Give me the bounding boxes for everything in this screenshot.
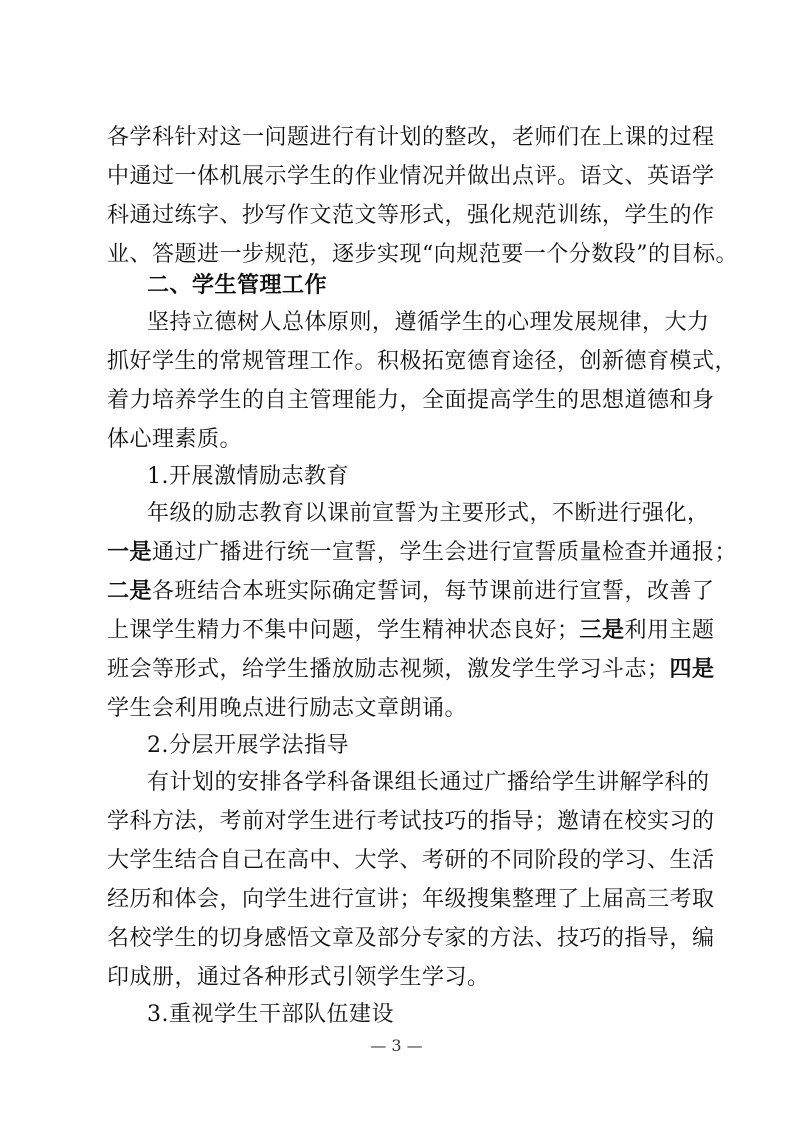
paragraph-line: 名校学生的切身感悟文章及部分专家的方法、技巧的指导，编: [107, 926, 715, 951]
paragraph-line: 坚持立德树人总体原则，遵循学生的心理发展规律，大力: [147, 310, 710, 335]
paragraph-line: 着力培养学生的自主管理能力，全面提高学生的思想道德和身: [107, 388, 715, 413]
paragraph-line: 体心理素质。: [107, 427, 243, 452]
paragraph-line: 抓好学生的常规管理工作。积极拓宽德育途径，创新德育模式，: [107, 349, 738, 374]
paragraph-line: [107, 613, 715, 649]
subheading: 1.开展激情励志教育: [147, 464, 349, 489]
paragraph-line: 业、答题进一步规范，逐步实现“向规范要一个分数段”的目标。: [107, 242, 738, 267]
paragraph-line: 学科方法，考前对学生进行考试技巧的指导；邀请在校实习的: [107, 809, 715, 834]
page-number: — 3 —: [370, 1036, 423, 1055]
paragraph-line: 中通过一体机展示学生的作业情况并做出点评。语文、英语学: [107, 164, 715, 189]
emphasis-text: 一是: [107, 540, 153, 565]
line-text: 上课学生精力不集中问题，学生精神状态良好；: [107, 618, 580, 643]
emphasis-text: 三是: [579, 618, 625, 643]
subheading: 3.重视学生干部队伍建设: [147, 1002, 394, 1027]
paragraph-line: 经历和体会，向学生进行宣讲；年级搜集整理了上届高三考取: [107, 887, 715, 912]
line-text: 通过广播进行统一宣誓，学生会进行宣誓质量检查并通报；: [152, 540, 738, 565]
paragraph-line: [107, 652, 715, 688]
paragraph-line: 大学生结合自己在高中、大学、考研的不同阶段的学习、生活: [107, 848, 715, 873]
line-text: 各班结合本班实际确定誓词，每节课前进行宣誓，改善了: [152, 579, 715, 604]
paragraph-line: 各学科针对这一问题进行有计划的整改，老师们在上课的过程: [107, 125, 715, 150]
paragraph-line: 印成册，通过各种形式引领学生学习。: [107, 965, 490, 990]
paragraph-line: 有计划的安排各学科备课组长通过广播给学生讲解学科的: [147, 770, 710, 795]
paragraph-line: 科通过练字、抄写作文范文等形式，强化规范训练，学生的作: [107, 203, 715, 228]
line-text: 利用主题: [624, 618, 715, 643]
paragraph-line: [107, 574, 715, 610]
paragraph-line: [107, 535, 738, 571]
subheading: 2.分层开展学法指导: [147, 733, 349, 758]
paragraph-line: 年级的励志教育以课前宣誓为主要形式，不断进行强化，: [147, 501, 710, 526]
emphasis-text: 四是: [669, 657, 715, 682]
line-text: 班会等形式，给学生播放励志视频，激发学生学习斗志；: [107, 657, 670, 682]
section-heading: 二、学生管理工作: [147, 273, 328, 298]
emphasis-text: 二是: [107, 579, 153, 604]
paragraph-line: 学生会利用晚点进行励志文章朗诵。: [107, 696, 468, 721]
